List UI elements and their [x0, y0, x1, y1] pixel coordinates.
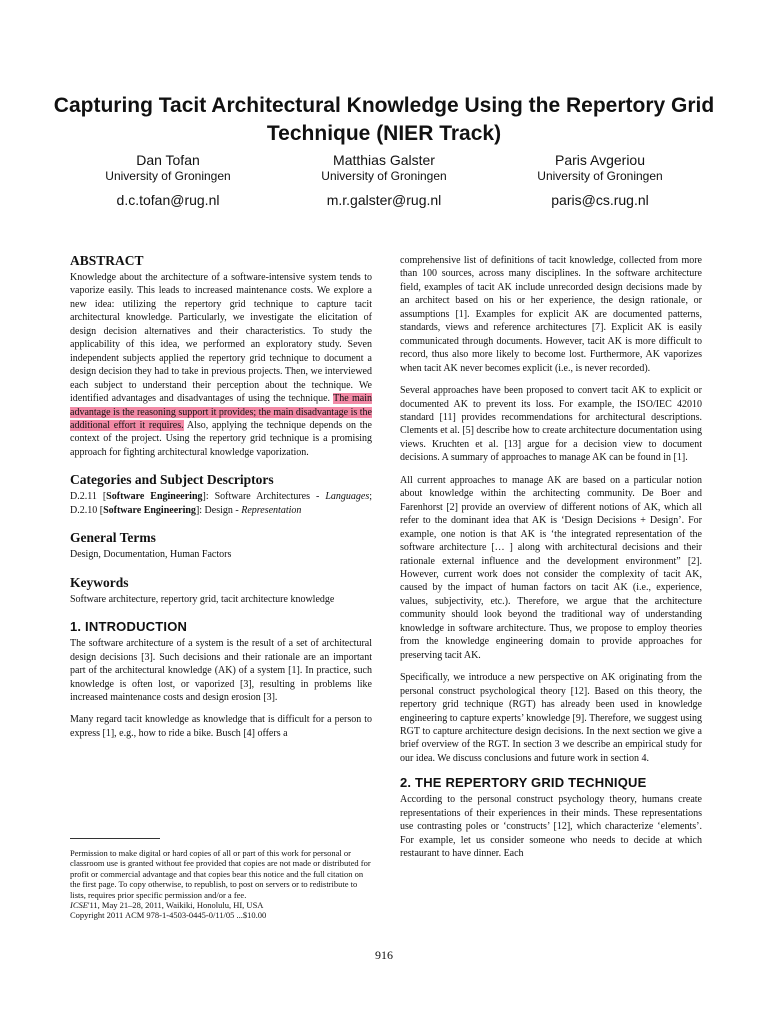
- author-list: [60, 151, 708, 209]
- copyright-line: Copyright 2011 ACM 978-1-4503-0445-0/11/05 ...$10.00: [70, 910, 267, 921]
- general-terms-heading: General Terms: [70, 530, 156, 546]
- body-paragraph: According to the personal construct psychology theory, humans create representations of their experiences in their minds. These representations use contrasting poles or ‘constructs’ [12], which characterize ‘elements’. For example, let us consider someone who needs to decide at which restaurant to have dinner. Each: [400, 794, 702, 860]
- abstract-text-start: Knowledge about the architecture of a software-intensive system tends to vaporize easily. This leads to increased maintenance costs. We explore a new idea: utilizing the repertory grid technique to capture tacit architectural knowledge. Particularly, we investigate the elicitation of design decision alternatives and their characteristics. To study the applicability of this idea, we performed an exploratory study. Seven independent subjects applied the repertory grid technique to document a design decision they had to take in previous projects. Then, we interviewed each subject to understand their perception about the technique. We identified advantages and disadvantages of using the technique.: [70, 272, 372, 405]
- paper-title: Capturing Tacit Architectural Knowledge Using the Repertory Grid Technique (NIER Track): [53, 94, 715, 145]
- body-paragraph: Specifically, we introduce a new perspective on AK originating from the personal construct psychological theory [12]. Based on this theory, the repertory grid technique (RGT) has already been used in knowledge engineering to capture experts’ knowledge [9]. Therefore, we suggest using RGT to capture architecture design decisions. In the next section we give a brief overview of the RGT. In section 3 we describe an empirical study for our idea. We discuss conclusions and future work in section 4.: [400, 672, 702, 764]
- general-terms-text: Design, Documentation, Human Factors: [70, 549, 232, 561]
- introduction-paragraph-2: Many regard tacit knowledge as knowledge that is difficult for a person to express [1], e.g., how to ride a bike. Busch [4] offers a: [70, 714, 372, 739]
- author-email: d.c.tofan@rug.nl: [116, 192, 220, 208]
- author-email: paris@cs.rug.nl: [551, 192, 649, 208]
- author-block: [492, 151, 708, 209]
- permission-notice: [70, 848, 375, 921]
- footnote-divider: [70, 838, 160, 839]
- abstract-text-end: Also, applying the technique depends on the context of the project. Using the repertory grid technique is a promising approach for fighting architectural knowledge vaporization.: [70, 419, 372, 458]
- author-affiliation: University of Groningen: [537, 169, 663, 183]
- section-2-heading: 2. THE REPERTORY GRID TECHNIQUE: [400, 775, 647, 791]
- introduction-paragraph-1: The software architecture of a system is the result of a set of architectural design decisions [3]. Such decisions and their rationale are an important part of the architectural knowledge (AK) of a system [1]. In practice, such knowledge is often lost, or vaporized [3], resulting in problems like increased maintenance costs and design erosion [3].: [70, 638, 372, 703]
- author-email: m.r.galster@rug.nl: [326, 192, 442, 208]
- left-column: [70, 252, 372, 740]
- page-number: 916: [375, 948, 393, 962]
- author-name: Matthias Galster: [333, 152, 435, 168]
- author-affiliation: University of Groningen: [321, 169, 447, 183]
- body-paragraph: All current approaches to manage AK are based on a particular notion about knowledge within the architecting community. De Boer and Farenhorst [2] provide an overview of different notions of AK, which all refer to the dominant idea that AK is ‘Design Decisions + Design’. For example, one notion is that AK is ‘the integrated representation of the software architecture [… ] along with architectural decisions and their rationale external influence and the development environment” [2]. However, current work does not consider the complexity of tacit AK, caused by the impact of human factors on tacit AK (i.e., experience, values, subjectivity, etc.). Therefore, we argue that the architecture community should look beyond the traditional way of understanding knowledge in software architecture. Thus, we propose to employ theories from the knowledge engineering domain to provide approaches for preserving tacit AK.: [400, 474, 702, 661]
- body-paragraph: Several approaches have been proposed to convert tacit AK to explicit or documented AK to prevent its loss. For example, the ISO/IEC 42010 standard [11] provides recommendations for architectural descriptions. Clements et al. [5] describe how to create architecture documentation using views. Kruchten et al. [13] argue for a decision view to document decisions. A summary of approaches to manage AK can be found in [1].: [400, 385, 702, 464]
- author-block: [60, 151, 276, 209]
- introduction-heading: 1. INTRODUCTION: [70, 619, 188, 635]
- abstract-heading: ABSTRACT: [70, 253, 144, 268]
- categories-text: D.2.11 [Software Engineering]: Software Architectures - Languages; D.2.10 [Software Engineering]: Design - Representation: [70, 491, 372, 516]
- body-paragraph: comprehensive list of definitions of tacit knowledge, collected from more than 100 sources, across many disciplines. In the software architecture field, examples of tacit AK include unrecorded design decisions made by an architect based on his or her experience, the design rationale, or assumptions [1]. Examples for explicit AK are documented patterns, standards, views and reference architectures [7]. Explicit AK is easily communicated through documents. However, tacit AK is more difficult to record, thus also more likely to become lost. Furthermore, AK vaporizes when tacit AK never becomes explicit (i.e., is never recorded).: [400, 255, 702, 374]
- author-name: Dan Tofan: [136, 152, 200, 168]
- keywords-text: Software architecture, repertory grid, tacit architecture knowledge: [70, 593, 335, 605]
- author-name: Paris Avgeriou: [554, 152, 645, 168]
- abstract-text: [70, 271, 372, 459]
- categories-heading: Categories and Subject Descriptors: [70, 472, 274, 488]
- author-block: [276, 151, 492, 209]
- highlighted-sentence: The main advantage is the reasoning support it provides; the main disadvantage is the additional effort it requires.: [70, 393, 373, 431]
- permission-text: Permission to make digital or hard copies of all or part of this work for personal or classroom use is granted without fee provided that copies are not made or distributed for profit or commercial advantage and that copies bear this notice and the full citation on the first page. To copy otherwise, to republish, to post on servers or to redistribute to lists, requires prior specific permission and/or a fee.: [70, 848, 371, 900]
- author-affiliation: University of Groningen: [105, 169, 231, 183]
- keywords-heading: Keywords: [70, 574, 129, 590]
- right-column: [400, 254, 702, 870]
- conference-line: ICSE'11, May 21–28, 2011, Waikiki, Honolulu, HI, USA: [70, 900, 264, 911]
